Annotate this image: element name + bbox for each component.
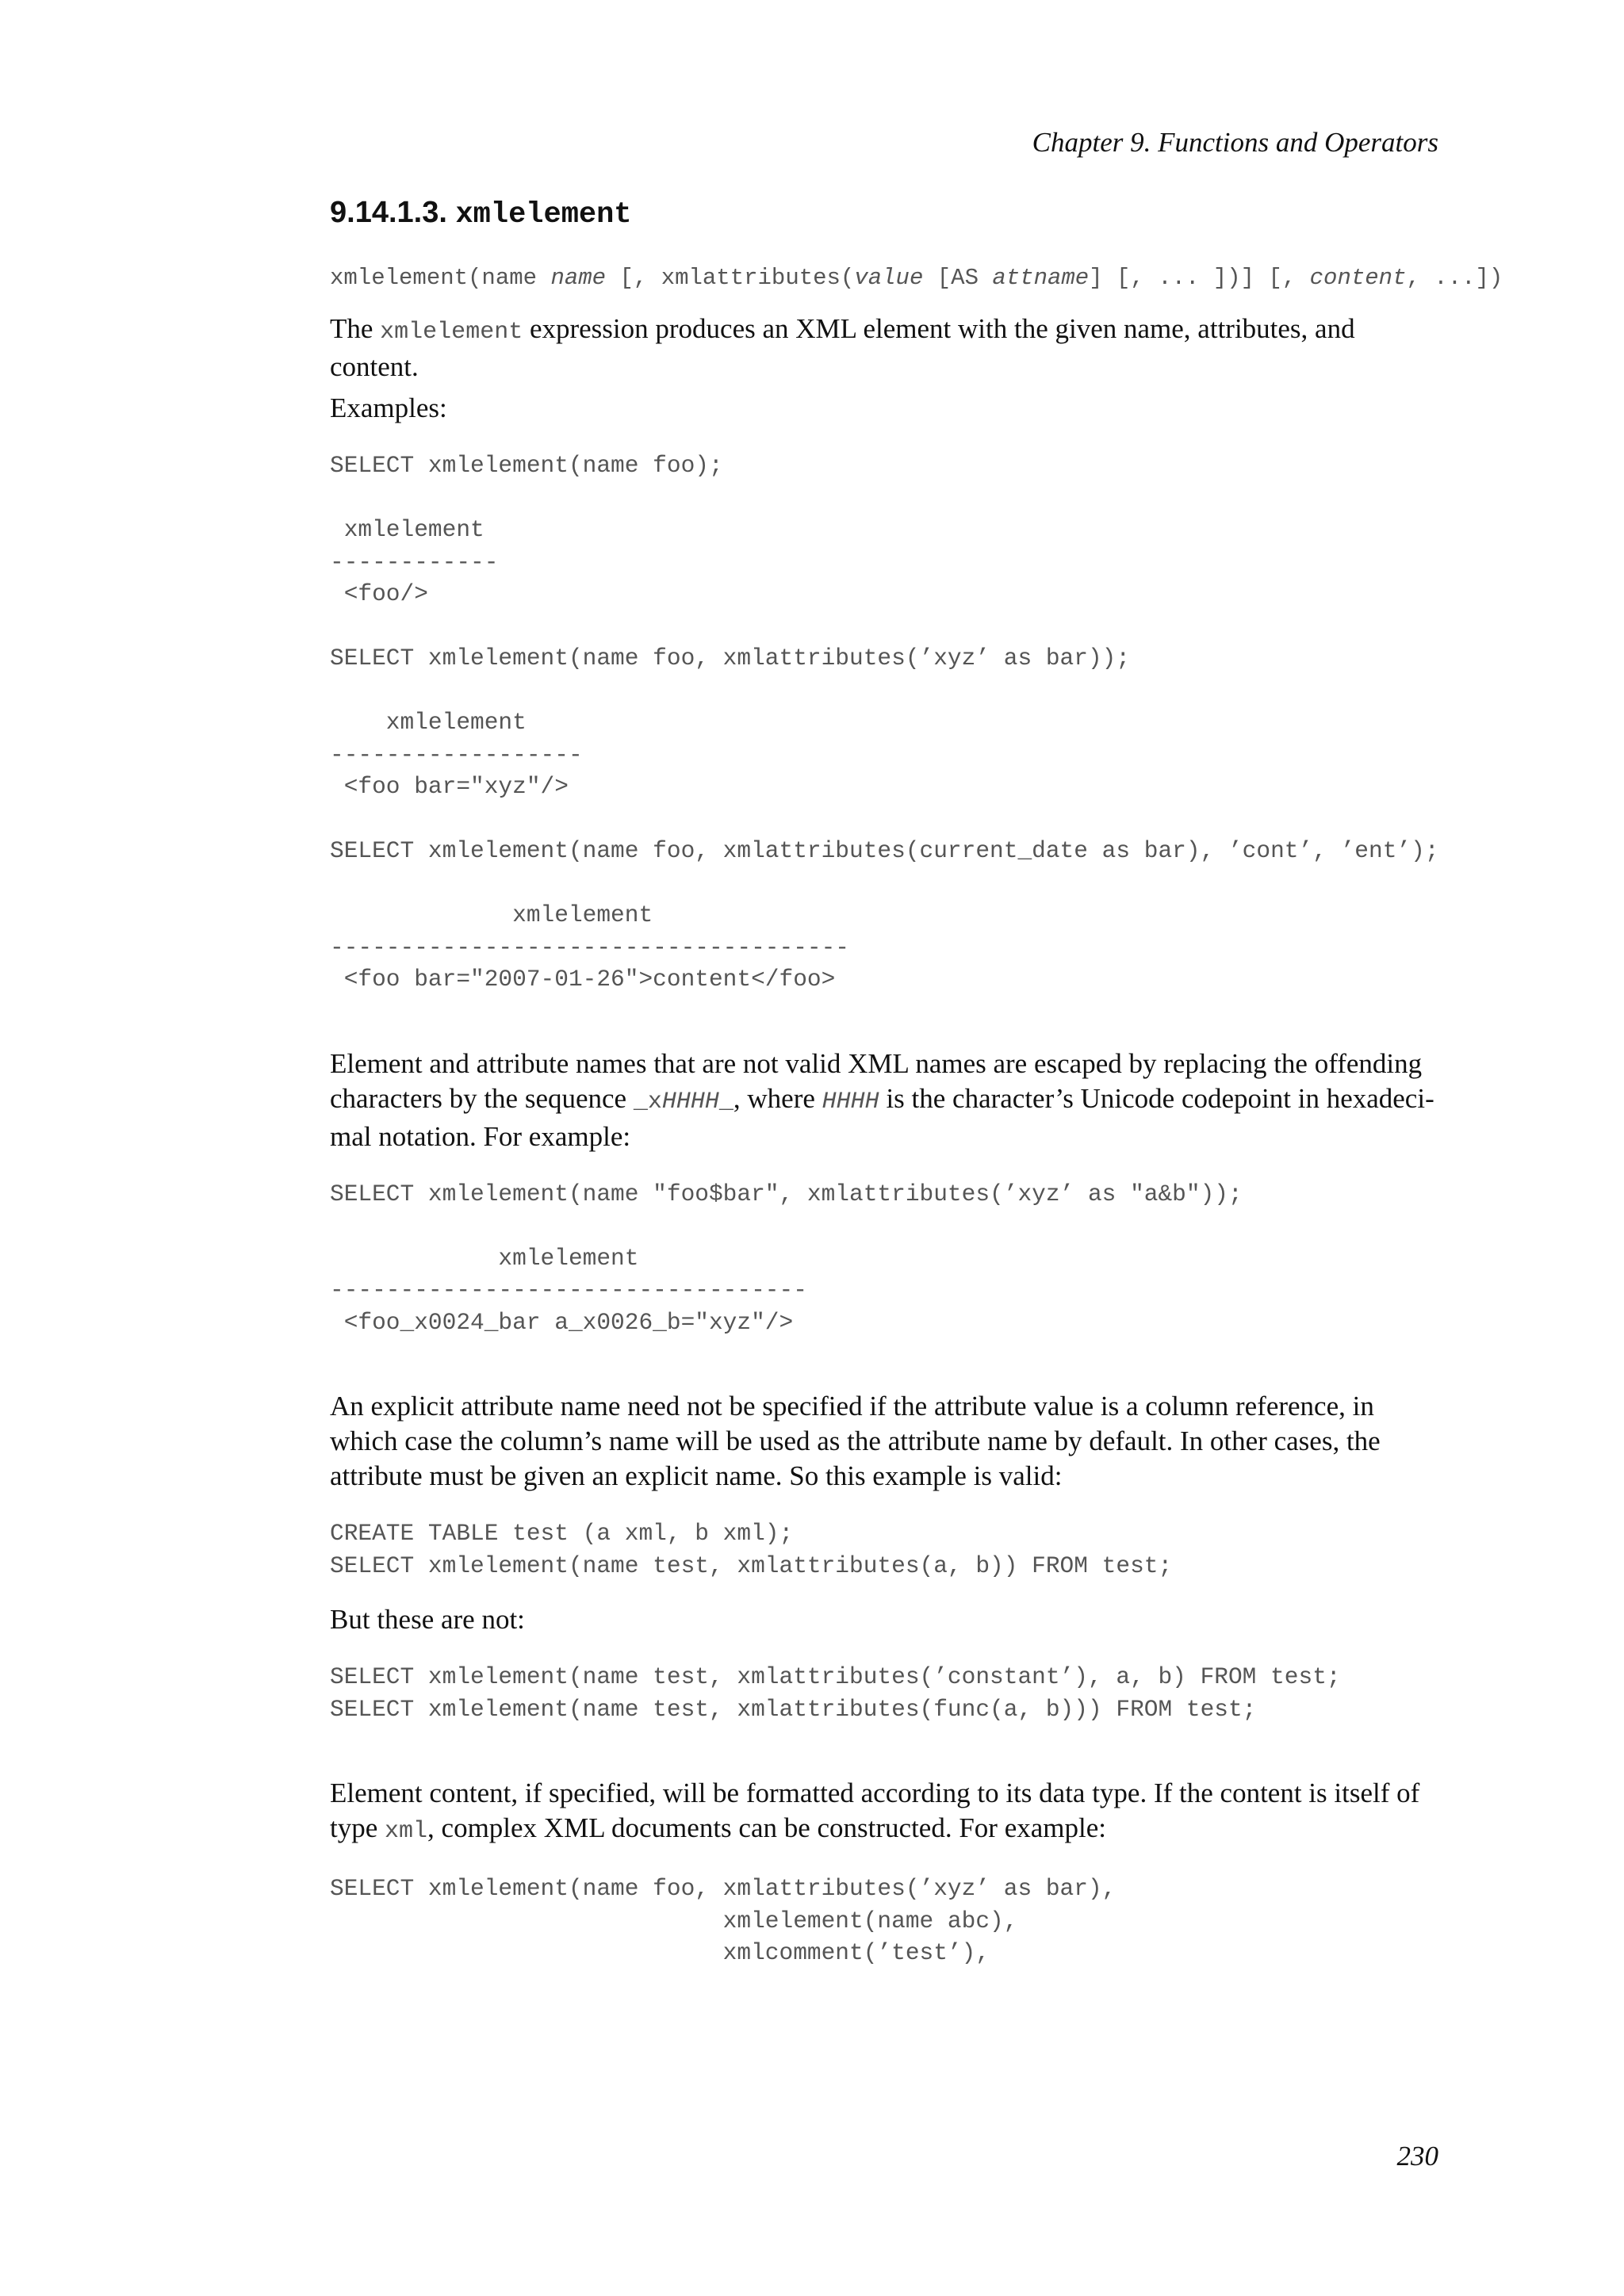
- synopsis-param-value: value: [854, 265, 924, 291]
- synopsis-part: xmlelement(name: [330, 265, 551, 291]
- page-content: [330, 190, 1503, 1969]
- example-code-block-1: SELECT xmlelement(name foo); xmlelement ------------ <foo/> SELECT xmlelement(name foo, xmlattributes(’xyz’ as bar)); xmlelement ------------------ <foo bar="xyz"/> SELECT xmlelement(name foo, xmlattributes(current_date as bar), ’cont’, ’ent’); xmlelement ------------------------------------- <foo bar="2007-01-26">content</foo>: [330, 452, 1439, 993]
- example-code-block-5: SELECT xmlelement(name foo, xmlattributes(’xyz’ as bar), xmlelement(name abc), xmlcomment(’test’),: [330, 1875, 1116, 1966]
- escaping-code: _: [718, 1088, 733, 1115]
- synopsis-param-name: name: [550, 265, 607, 291]
- synopsis-param-content: content: [1309, 265, 1407, 291]
- content-paragraph: [330, 1776, 1440, 1849]
- examples-label: Examples:: [330, 392, 447, 423]
- example-code-block-4: SELECT xmlelement(name test, xmlattributes(’constant’), a, b) FROM test; SELECT xmlelement(name test, xmlattributes(func(a, b))) FROM test;: [330, 1663, 1341, 1723]
- content-code: xml: [385, 1818, 428, 1845]
- intro-code: xmlelement: [380, 319, 523, 346]
- explicit-attribute-paragraph: An explicit attribute name need not be specified if the attribute value is a column reference, in which case the column’s name will be used as the attribute name by default. In other cases, the attribute must be given an explicit name. So this example is valid:: [330, 1391, 1381, 1491]
- intro-text: The: [330, 313, 381, 344]
- escaping-text: is the character’s Unicode codepoint in hexadeci-mal notation. For example:: [330, 1082, 1434, 1152]
- intro-paragraph: [330, 312, 1440, 385]
- page-number: 230: [1396, 2141, 1438, 2172]
- synopsis-part: ] [, ... ])] [,: [1089, 265, 1310, 291]
- escaping-text: , where: [733, 1082, 822, 1114]
- escaping-code: _x: [633, 1088, 662, 1115]
- escaping-text: Element and attribute names that are not valid XML names are escaped by replacing the offending characters by the sequence: [330, 1047, 1423, 1114]
- section-number: 9.14.1.3.: [330, 196, 447, 229]
- intro-text: expression produces an XML element with the given name, attributes, and content.: [330, 313, 1355, 382]
- content-text: , complex XML documents can be constructed. For example:: [427, 1812, 1106, 1843]
- running-header: Chapter 9. Functions and Operators: [1032, 127, 1438, 158]
- synopsis-part: [, xmlattributes(: [606, 265, 855, 291]
- section-title-code: xmlelement: [455, 198, 632, 232]
- escaping-code-hex: HHHH: [661, 1088, 719, 1115]
- function-synopsis: [330, 262, 1503, 294]
- example-code-block-2: SELECT xmlelement(name "foo$bar", xmlattributes(’xyz’ as "a&b")); xmlelement ---------------------------------- <foo_x0024_bar a_x0026_b="xyz"/>: [330, 1180, 1243, 1336]
- escaping-paragraph: [330, 1047, 1440, 1154]
- synopsis-part: , ...]): [1406, 265, 1503, 291]
- synopsis-param-attname: attname: [992, 265, 1090, 291]
- escaping-code-hex: HHHH: [822, 1088, 879, 1115]
- example-code-block-3: CREATE TABLE test (a xml, b xml); SELECT xmlelement(name test, xmlattributes(a, b)) FROM test;: [330, 1520, 1173, 1579]
- synopsis-part: [AS: [923, 265, 993, 291]
- content-text: Element content, if specified, will be formatted according to its data type. If the content is itself of type: [330, 1777, 1420, 1843]
- section-heading: [330, 190, 1440, 237]
- but-not-paragraph: But these are not:: [330, 1604, 525, 1635]
